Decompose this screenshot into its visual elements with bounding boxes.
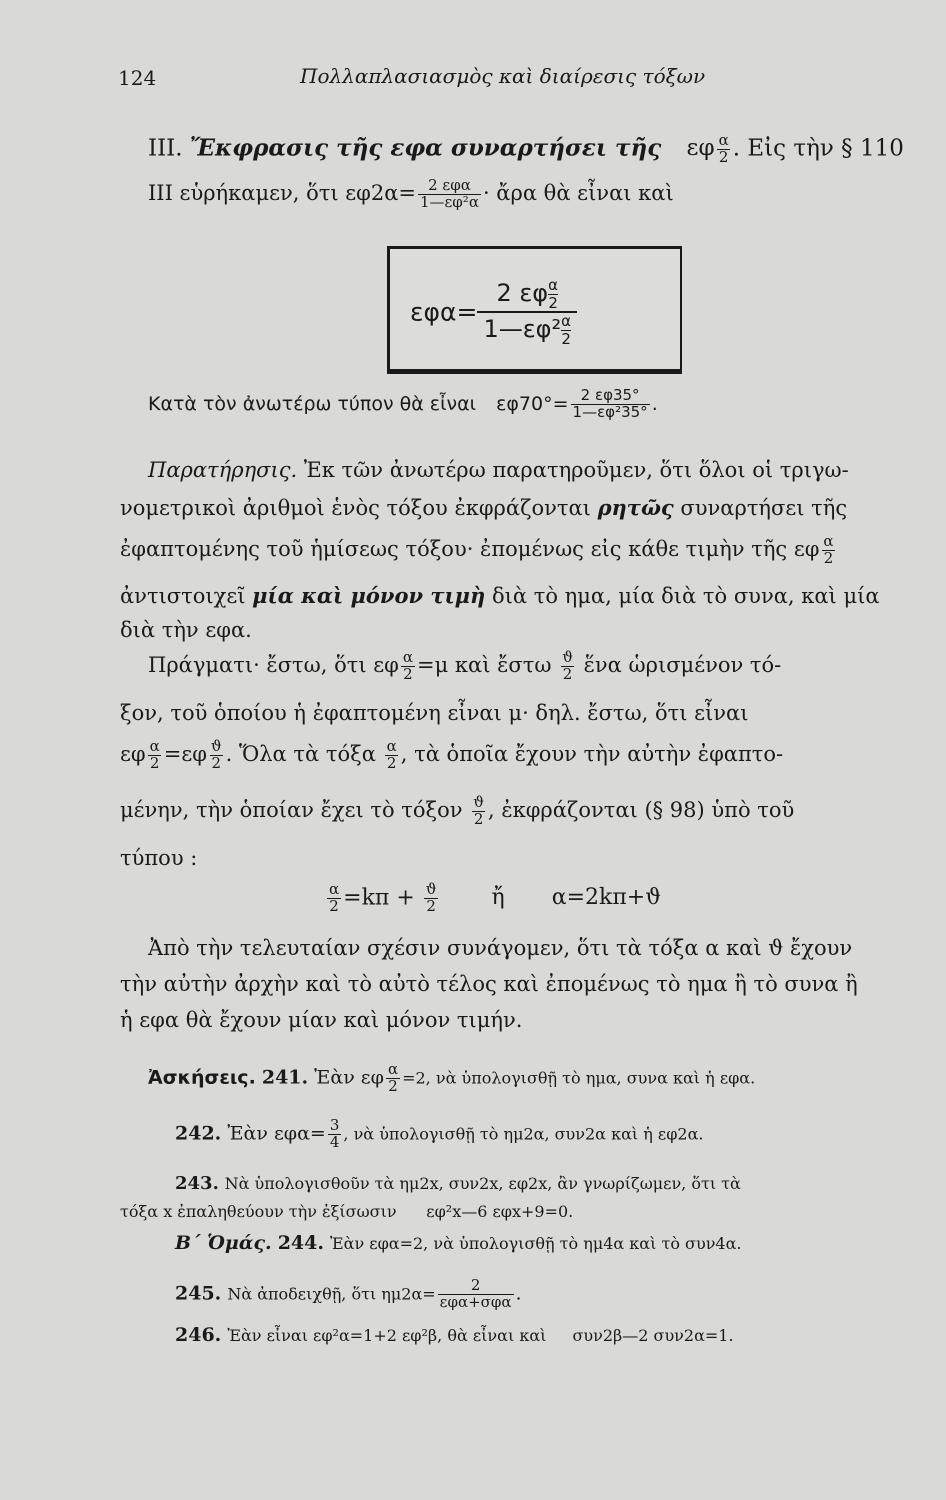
exercise-243-line-2: τόξα x ἐπαληθεύουν τὴν ἐξίσωσιν εφ²x—6 εφx+9=0. xyxy=(120,1202,574,1221)
box-lhs: εφα= xyxy=(410,297,478,327)
remark-line-4: ἀντιστοιχεῖ μία καὶ μόνον τιμὴ διὰ τὸ ημα, μία διὰ τὸ συνα, καὶ μία xyxy=(120,583,880,608)
remark-label: Παρατήρησις. xyxy=(148,458,298,482)
proof-line-2: ξον, τοῦ ὁποίου ἡ ἐφαπτομένη εἶναι μ· δηλ. ἔστω, ὅτι εἶναι xyxy=(120,701,749,725)
exercise-246: 246. Ἐὰν εἶναι εφ²α=1+2 εφ²β, θὰ εἶναι καὶ συν2β—2 συν2α=1. xyxy=(175,1324,734,1346)
example-line: Κατὰ τὸν ἀνωτέρω τύπον θὰ εἶναι εφ70°= $\frac{2 \varepsilon\varphi 35^\circ}{\text{1—εφ²35°}}$ . xyxy=(148,386,658,421)
periodicity-formula: $\frac{\alpha}{2}$ =kπ + $\frac{ϑ}{2}$ ἤ α=2kπ+ϑ xyxy=(329,880,661,915)
heading-func: εφ xyxy=(686,135,715,162)
exercise-245: 245. Νὰ ἀποδειχθῇ, ὅτι ημ2α= $\frac{2}{\text{εφα+σφα}}$ . xyxy=(175,1276,522,1311)
section-title: Ἔκφρασις τῆς εφα συναρτήσει τῆς xyxy=(189,134,662,162)
tan2a-frac: $\frac{\text{2 εφα}}{\text{1—εφ²α}}$ xyxy=(419,176,479,211)
section-marker: III. xyxy=(148,135,183,162)
heading-tail: . Εἰς τὴν § 110 xyxy=(732,135,904,162)
group-b-label: Β΄ Ὁμάς. xyxy=(175,1232,272,1254)
proof-line-4: μένην, τὴν ὁποίαν ἔχει τὸ τόξον $\frac{ϑ}{2}$ , ἐκφράζονται (§ 98) ὑπὸ τοῦ xyxy=(120,793,795,828)
remark-line-1: Παρατήρησις. Ἐκ τῶν ἀνωτέρω παρατηροῦμεν, ὅτι ὅλοι οἱ τριγω- xyxy=(148,458,849,482)
exercise-242: 242. Ἐὰν εφα= $\frac{3}{4}$ , νὰ ὑπολογισθῇ τὸ ημ2α, συν2α καὶ ἡ εφ2α. xyxy=(175,1116,704,1151)
proof-line-1: Πράγματι· ἔστω, ὅτι εφ $\frac{\alpha}{2}$ =μ καὶ ἔστω $\frac{ϑ}{2}$ ἕνα ὡρισμένον τό- xyxy=(148,648,782,683)
exercises-label: Ἀσκήσεις. xyxy=(148,1066,256,1089)
section-line-2: III εὑρήκαμεν, ὅτι εφ2α= $\frac{\text{2 εφα}}{\text{1—εφ²α}}$ · ἄρα θὰ εἶναι καὶ xyxy=(148,176,674,211)
proof-line-3: εφ $\frac{\alpha}{2}$ =εφ $\frac{ϑ}{2}$ . Ὅλα τὰ τόξα $\frac{\alpha}{2}$ , τὰ ὁποῖα ἔχουν τὴν αὐτὴν ἐφαπτο- xyxy=(120,737,784,772)
boxed-formula xyxy=(387,246,682,374)
box-frac: 2 εφ $\frac{\alpha}{2}$ 1—εφ² $\frac{\alpha}{2}$ xyxy=(477,277,577,347)
running-title: Πολλαπλασιασμὸς καὶ διαίρεσις τόξων xyxy=(300,64,706,88)
remark-line-3: ἐφαπτομένης τοῦ ἡμίσεως τόξου· ἐπομένως εἰς κάθε τιμὴν τῆς εφ $\frac{\alpha}{2}$ xyxy=(120,532,834,567)
exercise-241: Ἀσκήσεις. 241. Ἐὰν εφ $\frac{\alpha}{2}$ =2, νὰ ὑπολογισθῇ τὸ ημα, συνα καὶ ἡ εφα. xyxy=(148,1060,756,1095)
section-heading xyxy=(148,133,904,166)
conclusion-line-1: Ἀπὸ τὴν τελευταίαν σχέσιν συνάγομεν, ὅτι τὰ τόξα α καὶ ϑ ἔχουν xyxy=(148,936,853,960)
proof-line-5: τύπου : xyxy=(120,846,198,870)
conclusion-line-2: τὴν αὐτὴν ἀρχὴν καὶ τὸ αὐτὸ τέλος καὶ ἐπομένως τὸ ημα ἢ τὸ συνα ἢ xyxy=(120,972,858,996)
remark-line-5: διὰ τὴν εφα. xyxy=(120,618,252,642)
example-frac: $\frac{2 \varepsilon\varphi 35^\circ}{\text{1—εφ²35°}}$ xyxy=(572,386,648,421)
exercise-243: 243. Νὰ ὑπολογισθοῦν τὰ ημ2x, συν2x, εφ2x, ἂν γνωρίζωμεν, ὅτι τὰ xyxy=(175,1173,741,1194)
exercise-244: Β΄ Ὁμάς. 244. Ἐὰν εφα=2, νὰ ὑπολογισθῇ τὸ ημ4α καὶ τὸ συν4α. xyxy=(175,1232,742,1254)
heading-frac: $\frac{\alpha}{2}$ xyxy=(718,131,729,166)
box-formula-content xyxy=(410,277,577,347)
page-number: 124 xyxy=(118,66,157,90)
conclusion-line-3: ἡ εφα θὰ ἔχουν μίαν καὶ μόνον τιμήν. xyxy=(120,1008,523,1032)
remark-line-2: νομετρικοὶ ἀριθμοὶ ἑνὸς τόξου ἐκφράζονται ρητῶς συναρτήσει τῆς xyxy=(120,495,848,520)
